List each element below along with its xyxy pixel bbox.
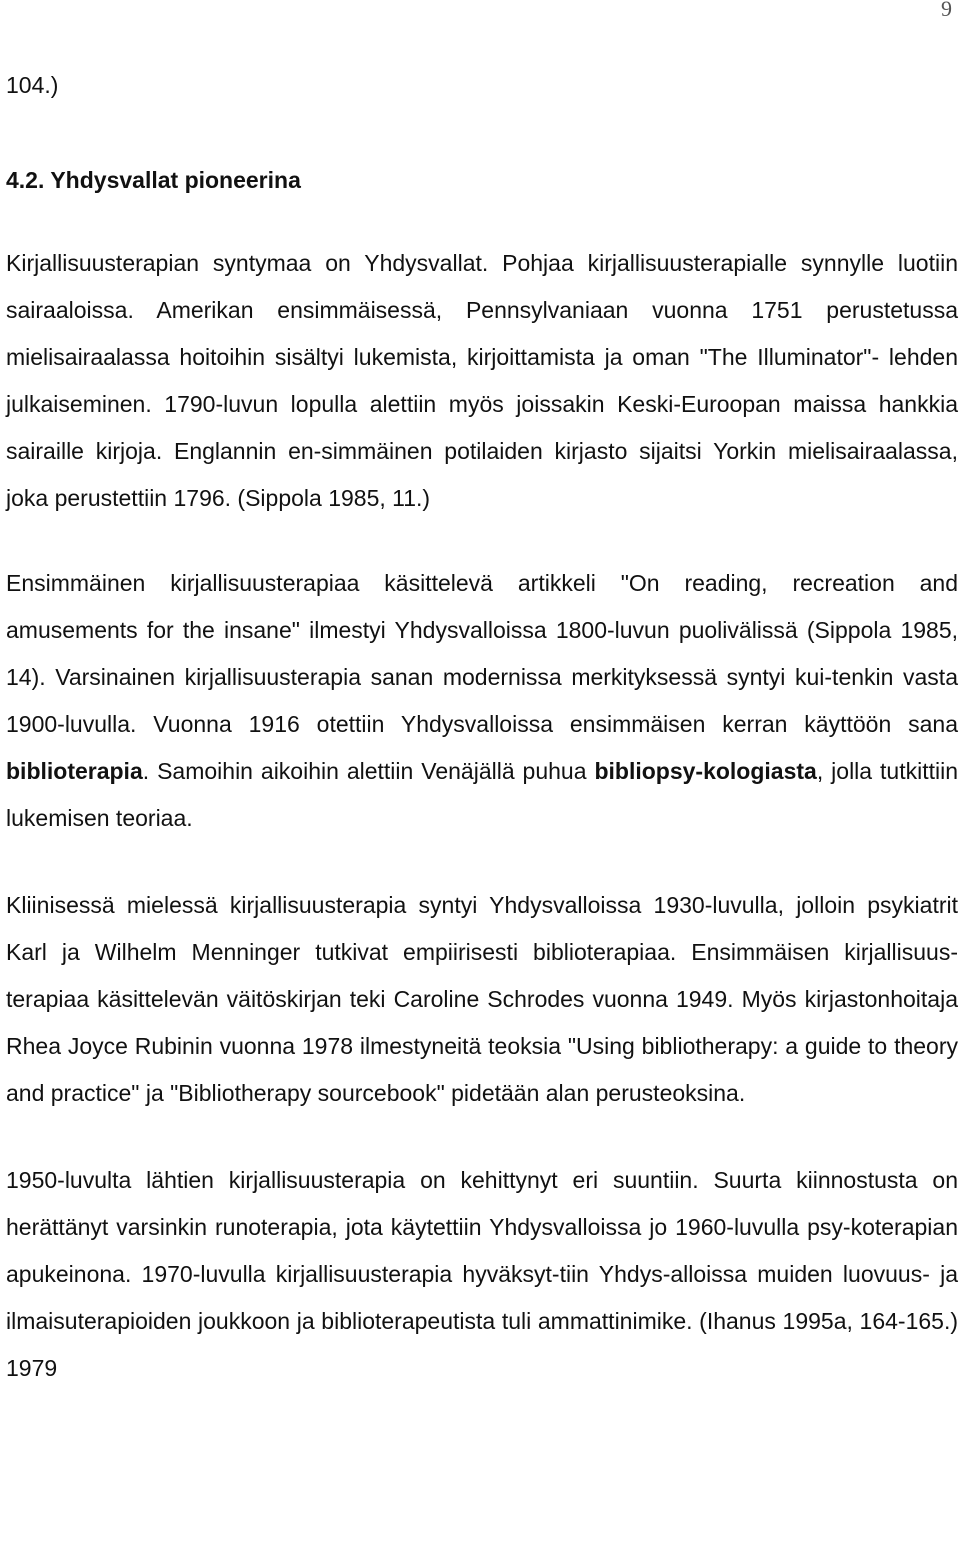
section-heading: 4.2. Yhdysvallat pioneerina xyxy=(6,167,301,193)
paragraph-2 xyxy=(6,560,958,842)
paragraph-2-text-c: , jolla tutkittiin lukemisen teoriaa. xyxy=(6,758,958,831)
paragraph-2-text-b: . Samoihin aikoihin alettiin Venäjällä puhua xyxy=(142,758,595,784)
page-number: 9 xyxy=(941,0,952,21)
paragraph-1: Kirjallisuusterapian syntymaa on Yhdysvallat. Pohjaa kirjallisuusterapialle synnylle luotiin sairaaloissa. Amerikan ensimmäisessä, Pennsylvaniaan vuonna 1751 perustetussa mielisairaalassa hoitoihin sisältyi lukemista, kirjoittamista ja oman "The Illuminator"- lehden julkaiseminen. 1790-luvun lopulla alettiin myös joissakin Keski-Euroopan maissa hankkia sairaille kirjoja. Englannin en-simmäinen potilaiden kirjasto sijaitsi Yorkin mielisairaalassa, joka perustettiin 1796. (Sippola 1985, 11.) xyxy=(6,250,958,511)
document-body xyxy=(6,62,958,1392)
paragraph-4: 1950-luvulta lähtien kirjallisuusterapia on kehittynyt eri suuntiin. Suurta kiinnostusta on herättänyt varsinkin runoterapia, jota käytettiin Yhdysvalloissa jo 1960-luvulla psy-koterapian apukeinona. 1970-luvulla kirjallisuusterapia hyväksyt-tiin Yhdys-alloissa muiden luovuus- ja ilmaisuterapioiden joukkoon ja biblioterapeutista tuli ammattinimike. (Ihanus 1995a, 164-165.) 1979 xyxy=(6,1167,958,1381)
paragraph-3: Kliinisessä mielessä kirjallisuusterapia syntyi Yhdysvalloissa 1930-luvulla, jolloin psykiatrit Karl ja Wilhelm Menninger tutkivat empiirisesti biblioterapiaa. Ensimmäisen kirjallisuus-terapiaa käsittelevän väitöskirjan teki Caroline Schrodes vuonna 1949. Myös kirjastonhoitaja Rhea Joyce Rubinin vuonna 1978 ilmestyneitä teoksia "Using bibliotherapy: a guide to theory and practice" ja "Bibliotherapy sourcebook" pidetään alan perusteoksina. xyxy=(6,892,958,1106)
continuation-text: 104.) xyxy=(6,72,59,98)
term-bibliopsykologiasta: bibliopsy-kologiasta xyxy=(594,758,817,784)
paragraph-2-text-a: Ensimmäinen kirjallisuusterapiaa käsittelevä artikkeli "On reading, recreation and amusements for the insane" ilmestyi Yhdysvalloissa 1800-luvun puolivälissä (Sippola 1985, 14). Varsinainen kirjallisuusterapia sanan modernissa merkityksessä syntyi kui-tenkin vasta 1900-luvulla. Vuonna 1916 otettiin Yhdysvalloissa ensimmäisen kerran käyttöön sana xyxy=(6,570,958,737)
term-biblioterapia: biblioterapia xyxy=(6,758,143,784)
